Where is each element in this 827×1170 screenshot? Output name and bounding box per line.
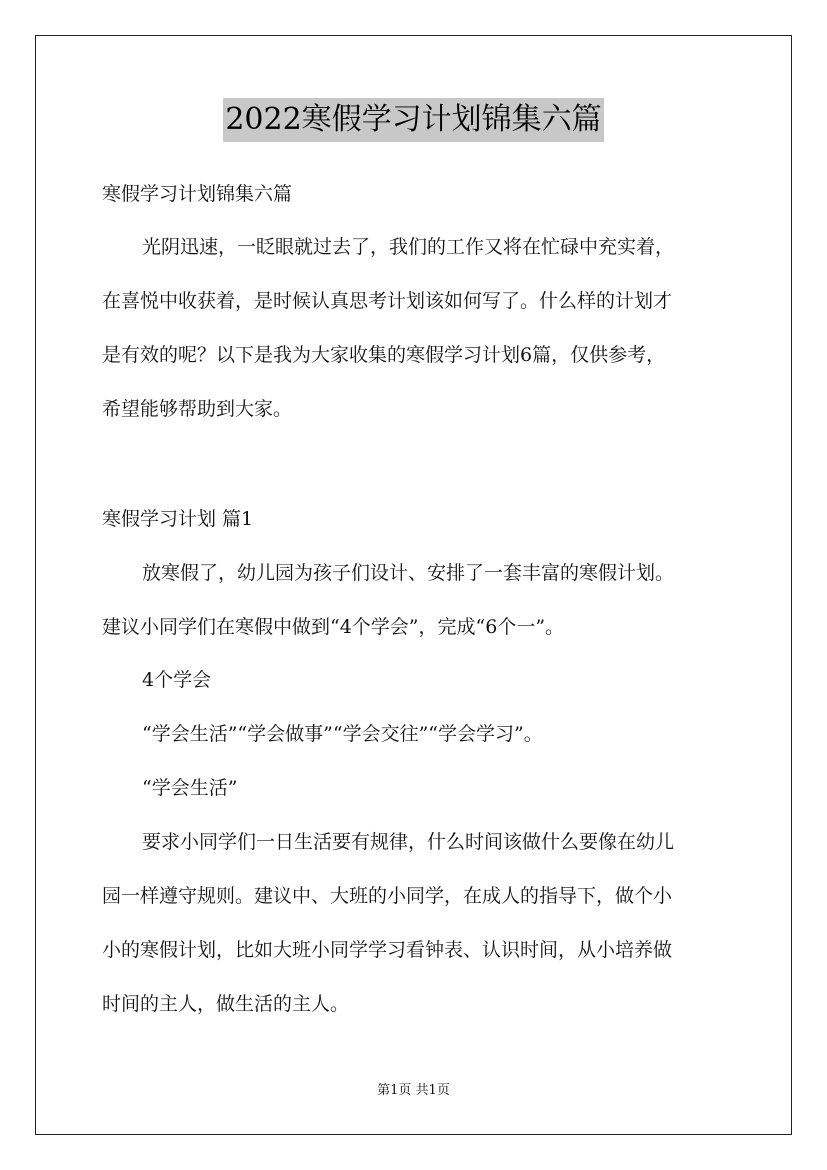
document-subtitle: 寒假学习计划锦集六篇 [102, 183, 293, 205]
paragraph-line: 小的寒假计划，比如大班小同学学习看钟表、认识时间，从小培养做 [102, 939, 673, 961]
paragraph-line: 放寒假了，幼儿园为孩子们设计、安排了一套丰富的寒假计划。 [142, 562, 675, 584]
subheading: “学会生活” [142, 777, 238, 799]
document-title: 2022寒假学习计划锦集六篇 [223, 98, 603, 142]
paragraph-line: 时间的主人，做生活的主人。 [102, 993, 350, 1015]
section-heading: 寒假学习计划 篇1 [102, 508, 254, 530]
paragraph-line: 光阴迅速，一眨眼就过去了，我们的工作又将在忙碌中充实着， [142, 236, 675, 258]
subheading: 4个学会 [142, 669, 212, 691]
paragraph-line: 要求小同学们一日生活要有规律，什么时间该做什么要像在幼儿 [142, 831, 675, 853]
page-footer: 第1页 共1页 [377, 1083, 450, 1098]
paragraph-line: 园一样遵守规则。建议中、大班的小同学，在成人的指导下，做个小 [102, 885, 673, 907]
paragraph-line: 在喜悦中收获着，是时候认真思考计划该如何写了。什么样的计划才 [102, 290, 673, 312]
paragraph-line: 是有效的呢？以下是我为大家收集的寒假学习计划6篇，仅供参考， [102, 344, 666, 366]
paragraph-line: 建议小同学们在寒假中做到“4个学会”，完成“6个一”。 [102, 616, 565, 638]
paragraph-line: 希望能够帮助到大家。 [102, 398, 293, 420]
title-container [0, 98, 827, 142]
paragraph-line: “学会生活”“学会做事”“学会交往”“学会学习”。 [142, 723, 543, 745]
